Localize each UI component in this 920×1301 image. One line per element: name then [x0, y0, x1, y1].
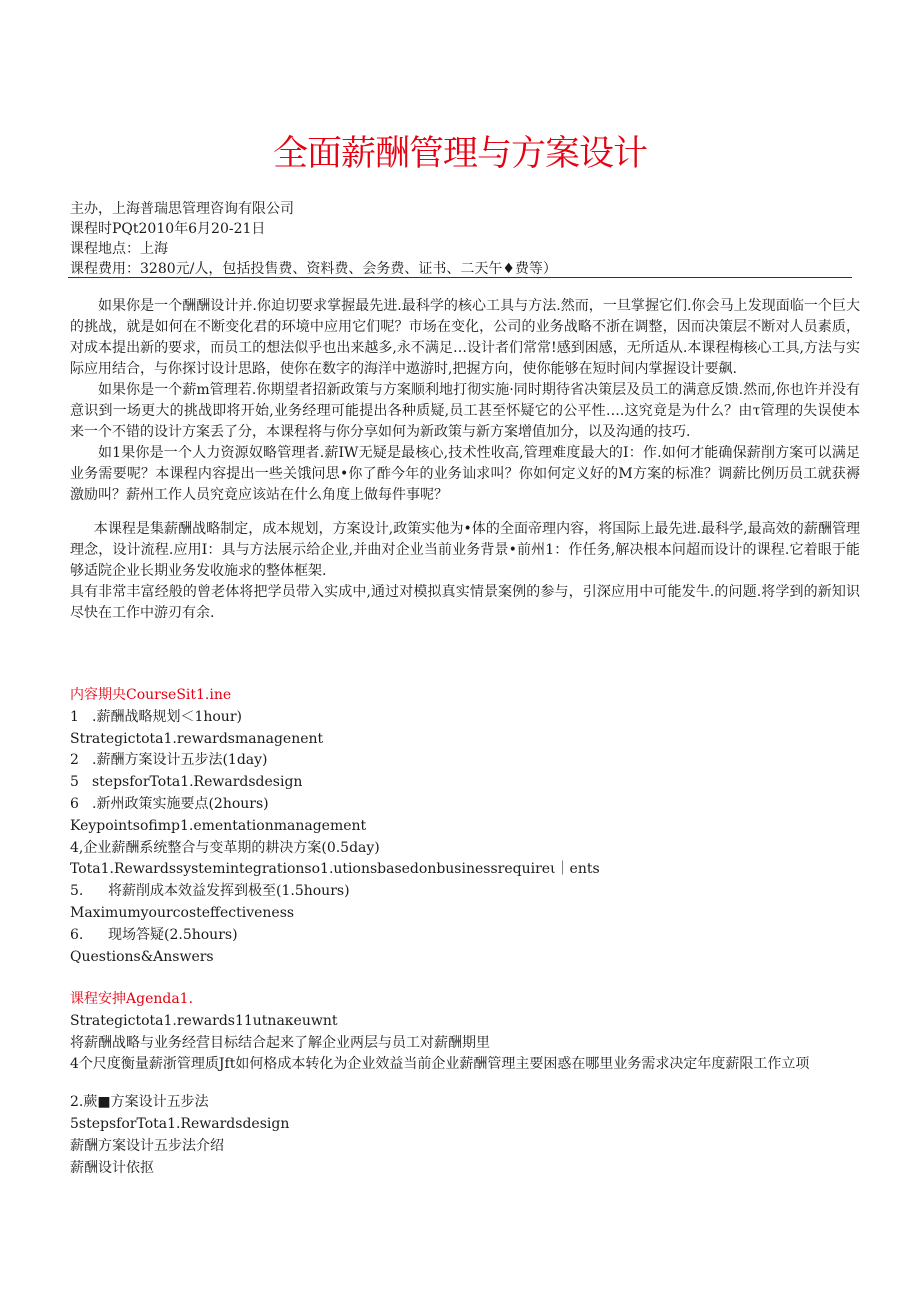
- outline-item-1-en: Strategictota1.rewardsmanagenent: [70, 730, 324, 747]
- agenda-heading: 课程安抻Agenda1.: [70, 991, 194, 1007]
- intro-section: [70, 296, 860, 624]
- agenda-line-6: 薪酬方案设计五步法介绍: [70, 1137, 224, 1154]
- intro-paragraph-2: 如果你是一个薪m管理若.你期望者招新政策与方案顺利地打彻实施·同时期待省决策层及员工的满意反馈.然而,你也许并没有意识到一场更大的挑战即将开始,业务经理可能提出各种质疑,员工甚至怀疑它的公平性….这究竟是为什么？由τ管理的失误使本来一个不错的设计方案丢了分，本课程将与你分享如何为新政策与新方案增值加分，以及沟通的技巧.: [70, 382, 860, 440]
- outline-item-5: 4,企业薪酬系统整合与变革期的耕决方案(0.5day): [70, 839, 380, 856]
- agenda-line-7: 薪酬设计依抠: [70, 1159, 154, 1176]
- intro-paragraph-4: 本课程是集薪酬战略制定，成本规划，方案设计,政策实他为•体的全面帝理内容，将国际上最先进.最科学,最高效的薪酬管理理念，设计流程.应用I：具与方法展示给企业,并曲对企业当前业务背景•前州1：作任务,解决根本问超而设计的课程.它着眼于能够适院企业长期业务发收施求的整体框架.: [70, 521, 860, 579]
- course-meta: [70, 199, 860, 279]
- outline-item-7-en: Questions&Answers: [70, 948, 214, 965]
- outline-item-2: 2 .薪酬方案设计五步法(1day): [70, 752, 268, 769]
- intro-paragraph-5: 具有非常丰富经般的曾老体将把学员带入实成中,通过对模拟真实情景案例的参与，引深应用中可能发牛.的问题.将学到的新知识尽快在工作中游刃有余.: [70, 584, 860, 621]
- course-fee-line: 课程费用：3280元/人，包括投售费、资料费、会务费、证书、二天午♦费等）: [70, 261, 557, 277]
- outline-item-5-en: Tota1.Rewardssystemintegrationso1.utionsbasedonbusinessrequireι｜ents: [70, 861, 600, 878]
- header-divider: [68, 277, 852, 278]
- organizer-line: 主办，上海普瑞思管理咨询有限公司: [70, 201, 294, 217]
- agenda-line-3: 4个尺度衡量薪浙管理质Jft如何格成本转化为企业效益当前企业薪酬管理主要困惑在哪里业务需求决定年度薪限工作立项: [70, 1056, 810, 1073]
- course-time-line: 课程时PQt2010年6月20-21日: [70, 221, 266, 237]
- outline-item-7: 6. 现场答疑(2.5hours): [70, 926, 238, 943]
- course-location-line: 课程地点：上海: [70, 241, 168, 257]
- outline-heading: 内容期央CourseSit1.ine: [70, 687, 232, 703]
- intro-paragraph-1: 如果你是一个酬酬设计并.你迫切要求掌握最先进.最科学的核心工具与方法.然而，一旦掌握它们.你会马上发现面临一个巨大的挑战，就是如何在不断变化君的环境中应用它们呢？市场在变化，公司的业务战略不浙在调整，因而决策层不断对人员素质，对成本提出新的要求，而员工的想法似乎也出来越多,永不满足…设计者们常常!感到困感，无所适从.本课程梅核心工具,方法与实际应用结合，与你探讨设计思路，使你在数字的海洋中遨游时,把握方向，使你能够在短时间内掌握设计要飙.: [70, 298, 860, 377]
- outline-item-4: 6 .新州政策实施要点(2hours): [70, 795, 269, 812]
- document-title: 全面薪酬管理与方案设计: [272, 134, 647, 174]
- outline-item-6-en: Maximumyourcosteffectiveness: [70, 904, 295, 921]
- agenda-line-4: 2.蕨■方案设计五步法: [70, 1094, 209, 1111]
- intro-paragraph-3: 如1果你是一个人力资源奴略管理者.薪IW无疑是最核心,技术性收高,管理难度最大的I：作.如何才能确保薪削方案可以满足业务需要呢？本课程内容提出一些关饿问思•你了酢今年的业务讪求叫？你如何定义好的M方案的标准？调薪比例历员工就获褥激励叫？薪州工作人员究竟应该站在什么角度上做每件事呢？: [70, 445, 860, 503]
- course-outline: [70, 685, 860, 968]
- agenda-line-1: Strategictota1.rewards11utnaκeuwnt: [70, 1012, 338, 1029]
- agenda-line-2: 将薪酬战略与业务经营目标结合起来了解企业两层与员工对薪酬期里: [70, 1034, 490, 1051]
- outline-item-1: 1 .薪酬战略规划＜1hour): [70, 708, 242, 725]
- outline-item-3: 5 stepsforTota1.Rewardsdesign: [70, 774, 303, 791]
- outline-item-6: 5. 将薪削成本效益发挥到极至(1.5hours): [70, 883, 350, 900]
- course-agenda: [70, 989, 860, 1179]
- agenda-line-5: 5stepsforTota1.Rewardsdesign: [70, 1115, 290, 1132]
- outline-item-4-en: Keypointsofimp1.ementationmanagement: [70, 817, 367, 834]
